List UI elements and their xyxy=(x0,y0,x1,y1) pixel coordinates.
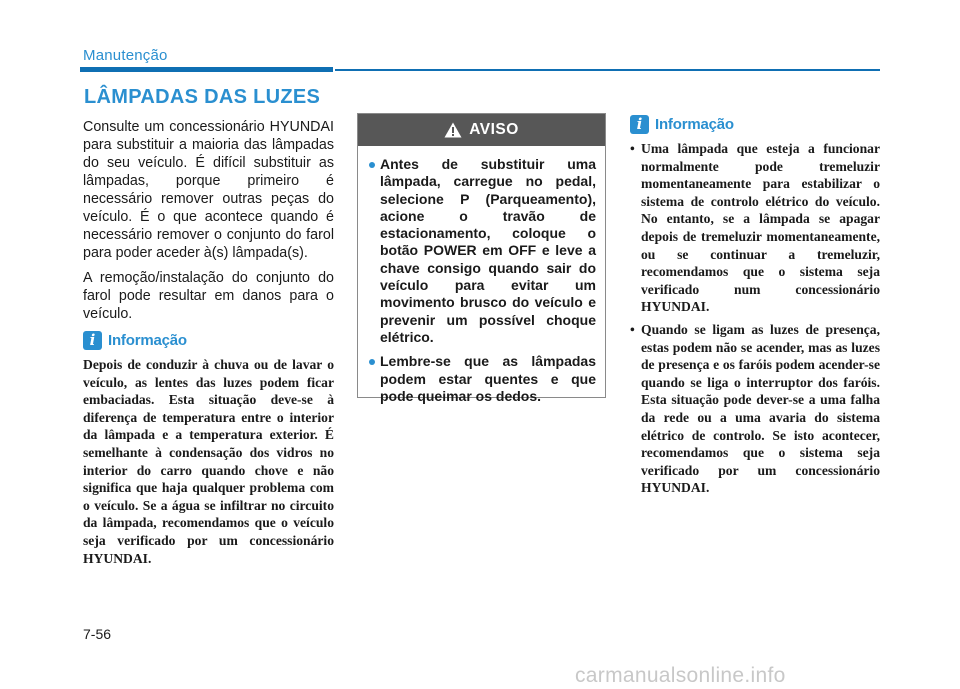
warning-header xyxy=(358,114,605,146)
warning-title: AVISO xyxy=(469,121,519,138)
header-rule-thin xyxy=(335,69,880,71)
page-title: LÂMPADAS DAS LUZES xyxy=(84,86,321,108)
info-heading-right xyxy=(630,115,880,134)
warning-item: Lembre-se que as lâmpadas podem estar quentes e que pode queimar os dedos. xyxy=(369,353,596,405)
left-column xyxy=(83,118,334,567)
middle-column xyxy=(357,113,606,404)
info-icon: i xyxy=(83,331,102,350)
section-label: Manutenção xyxy=(83,47,168,64)
info-title: Informação xyxy=(108,332,187,349)
info-heading xyxy=(83,331,334,350)
warning-list xyxy=(358,156,605,405)
header-rule-thick xyxy=(80,67,333,72)
info-list-item: • Quando se ligam as luzes de presença, estas podem não se acender, mas as luzes de presença e os faróis podem acender-se quando se liga o interruptor dos faróis. Esta situação pode dever-se a uma falha da rede ou a uma avaria do sistema elétrico de controlo. Se isto acontecer, recomendamos que o sistema seja verificado por um concessionário HYUNDAI. xyxy=(630,321,880,497)
info-list-item: • Uma lâmpada que esteja a funcionar normalmente pode tremeluzir momentaneamente para estabilizar o sistema de controlo elétrico do veículo. No entanto, se a lâmpada se apagar depois de tremeluzir momentaneamente, ou se continuar a tremeluzir, recomendamos que o sistema seja verificado num concessionário HYUNDAI. xyxy=(630,140,880,316)
info-title-right: Informação xyxy=(655,116,734,133)
warning-triangle-icon xyxy=(444,122,462,138)
intro-paragraph: Consulte um concessionário HYUNDAI para substituir a maioria das lâmpadas do seu veículo. É difícil substituir as lâmpadas, porque primeiro é necessário remover outras peças do veículo. É o que acontece quando é necessário remover o conjunto do farol para poder aceder à(s) lâmpada(s). xyxy=(83,119,334,261)
damage-paragraph: A remoção/instalação do conjunto do farol pode resultar em danos para o veículo. xyxy=(83,270,334,322)
watermark: carmanualsonline.info xyxy=(575,664,786,687)
page-number: 7-56 xyxy=(83,626,112,642)
info-icon: i xyxy=(630,115,649,134)
right-column xyxy=(630,115,880,502)
info-text: Depois de conduzir à chuva ou de lavar o veículo, as lentes das luzes podem ficar embaciadas. Esta situação deve-se à diferença de temperatura entre o interior da lâmpada e a temperatura exterior. É semelhante à condensação dos vidros no interior do carro quando chove e não significa que haja qualquer problema com o veículo. Se a água se infiltrar no circuito da lâmpada, recomendamos que o veículo seja verificado por um concessionário HYUNDAI. xyxy=(83,357,334,566)
info-list xyxy=(630,140,880,497)
warning-box xyxy=(357,113,606,404)
warning-item: Antes de substituir uma lâmpada, carregue no pedal, selecione P (Parqueamento), acione o travão de estacionamento, coloque o botão POWER em OFF e leve a chave consigo quando sair do veículo para evitar um movimento brusco do veículo e prevenir um possível choque elétrico. xyxy=(369,156,596,346)
